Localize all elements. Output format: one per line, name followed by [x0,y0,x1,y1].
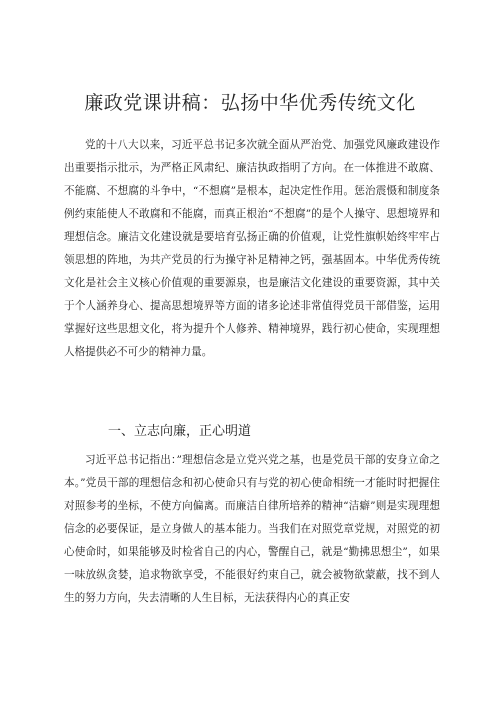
section-heading: 一、立志向廉，正心明道 [108,424,252,439]
document-title: 廉政党课讲稿：弘扬中华优秀传统文化 [84,92,416,114]
body-paragraph: 习近平总书记指出：”理想信念是立党兴党之基，也是党员干部的安身立命之本。”党员干部的理想信念和初心使命只有与党的初心使命相统一才能时时把握住对照参考的坐标，不使方向偏离。而廉洁自律所培养的精神“洁癖”则是实现理想信念的必要保证，是立身做人的基本能力。当我们在对照党章党规，对照党的初心使命时，如果能够及时检省自己的内心，警醒自己，就是“勤拂思想尘”，如果一味放纵贪婪，追求物欲享受，不能很好约束自己，就会被物欲蒙蔽，找不到人生的努力方向，失去清晰的人生目标，无法获得内心的真正安 [64,454,440,604]
body-paragraph: 党的十八大以来，习近平总书记多次就全面从严治党、加强党风廉政建设作出重要指示批示，为严格正风肃纪、廉洁执政指明了方向。在一体推进不敢腐、不能腐、不想腐的斗争中，“不想腐”是根本，起决定性作用。惩治震慑和制度条例约束能使人不敢腐和不能腐，而真正根治“不想腐”的是个人操守、思想境界和理想信念。廉洁文化建设就是要培育弘扬正确的价值观，让党性旗帜始终牢牢占领思想的阵地，为共产党员的行为操守补足精神之钙，强基固本。中华优秀传统文化是社会主义核心价值观的重要源泉，也是廉洁文化建设的重要资源，其中关于个人涵养身心、提高思想境界等方面的诸多论述非常值得党员干部借鉴，运用掌握好这些思想文化，将为提升个人修养、精神境界，践行初心使命，实现理想人格提供必不可少的精神力量。 [64,139,440,358]
